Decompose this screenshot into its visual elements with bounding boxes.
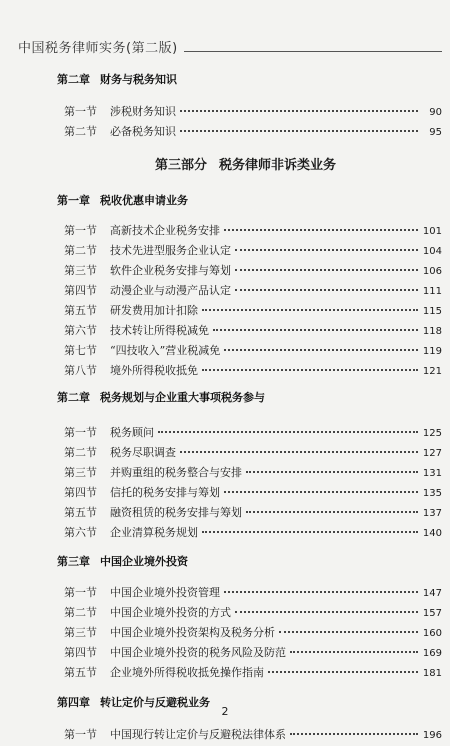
dot-leader	[279, 631, 418, 633]
section-title: 软件企业税务安排与筹划	[110, 264, 231, 277]
section-number: 第一节	[64, 105, 97, 118]
page-number: 157	[422, 608, 442, 619]
page-number: 127	[422, 448, 442, 459]
dot-leader	[158, 431, 418, 433]
toc-entry[interactable]	[57, 523, 442, 543]
toc-entry[interactable]	[57, 281, 442, 301]
toc-entry[interactable]	[57, 321, 442, 341]
section-title: 技术先进型服务企业认定	[110, 244, 231, 257]
dot-leader	[246, 511, 418, 513]
table-of-contents	[57, 72, 442, 745]
chapter-title: 税务规划与企业重大事项税务参与	[100, 391, 265, 404]
toc-entry[interactable]	[57, 725, 442, 745]
part-heading	[49, 157, 442, 175]
section-title: 中国企业境外投资架构及税务分析	[110, 626, 275, 639]
chapter-number: 第三章	[57, 555, 90, 568]
dot-leader	[224, 349, 418, 351]
section-number: 第二节	[64, 125, 97, 138]
page-number: 104	[422, 246, 442, 257]
section-title: 涉税财务知识	[110, 105, 176, 118]
section-number: 第一节	[64, 586, 97, 599]
chapter-number: 第一章	[57, 194, 90, 207]
section-title: 高新技术企业税务安排	[110, 224, 220, 237]
page-number: 106	[422, 266, 442, 277]
section-number: 第五节	[64, 304, 97, 317]
toc-entry[interactable]	[57, 603, 442, 623]
section-number: 第四节	[64, 486, 97, 499]
page-number: 101	[422, 226, 442, 237]
toc-entry[interactable]	[57, 122, 442, 142]
dot-leader	[224, 229, 418, 231]
dot-leader	[235, 249, 418, 251]
toc-entry[interactable]	[57, 241, 442, 261]
toc-entry[interactable]	[57, 463, 442, 483]
chapter-title: 转让定价与反避税业务	[100, 696, 210, 709]
section-number: 第一节	[64, 426, 97, 439]
dot-leader	[180, 130, 418, 132]
dot-leader	[224, 491, 418, 493]
page-number: 121	[422, 366, 442, 377]
page-number: 90	[429, 107, 442, 118]
part-title: 税务律师非诉类业务	[219, 158, 337, 173]
section-title: 中国企业境外投资的方式	[110, 606, 231, 619]
section-number: 第二节	[64, 446, 97, 459]
header-rule	[184, 51, 442, 52]
running-header	[18, 36, 442, 56]
toc-entry[interactable]	[57, 341, 442, 361]
section-number: 第二节	[64, 606, 97, 619]
footer-page-number: 2	[221, 705, 229, 718]
running-header-title: 中国税务律师实务(第二版)	[18, 41, 178, 56]
page-number: 131	[422, 468, 442, 479]
toc-entry[interactable]	[57, 221, 442, 241]
page-number: 181	[422, 668, 442, 679]
chapter-heading	[57, 72, 442, 88]
toc-entry[interactable]	[57, 261, 442, 281]
toc-entry[interactable]	[57, 361, 442, 381]
part-number: 第三部分	[154, 158, 207, 173]
section-title: 并购重组的税务整合与安排	[110, 466, 242, 479]
page-number: 147	[422, 588, 442, 599]
section-title: 中国企业境外投资管理	[110, 586, 220, 599]
chapter-number: 第二章	[57, 73, 90, 86]
dot-leader	[180, 110, 418, 112]
section-number: 第二节	[64, 244, 97, 257]
chapter-number: 第四章	[57, 696, 90, 709]
section-number: 第三节	[64, 626, 97, 639]
chapter-title: 中国企业境外投资	[100, 555, 188, 568]
section-title: 中国现行转让定价与反避税法律体系	[110, 728, 286, 741]
section-title: 信托的税务安排与筹划	[110, 486, 220, 499]
section-number: 第四节	[64, 284, 97, 297]
dot-leader	[290, 733, 418, 735]
section-title: 企业境外所得税收抵免操作指南	[110, 666, 264, 679]
section-title: “四技收入”营业税减免	[110, 344, 221, 357]
toc-entry[interactable]	[57, 663, 442, 683]
page-number: 135	[422, 488, 442, 499]
toc-entry[interactable]	[57, 301, 442, 321]
toc-entry[interactable]	[57, 423, 442, 443]
chapter-title: 财务与税务知识	[100, 73, 177, 86]
section-title: 企业清算税务规划	[110, 526, 198, 539]
chapter-heading	[57, 554, 442, 570]
section-number: 第六节	[64, 526, 97, 539]
page-number: 137	[422, 508, 442, 519]
dot-leader	[235, 289, 418, 291]
toc-entry[interactable]	[57, 503, 442, 523]
dot-leader	[224, 591, 418, 593]
section-number: 第七节	[64, 344, 97, 357]
section-number: 第五节	[64, 506, 97, 519]
toc-entry[interactable]	[57, 483, 442, 503]
page-number: 115	[422, 306, 442, 317]
section-number: 第三节	[64, 466, 97, 479]
section-title: 研发费用加计扣除	[110, 304, 198, 317]
page-number: 95	[429, 127, 442, 138]
page-number: 160	[422, 628, 442, 639]
toc-entry[interactable]	[57, 623, 442, 643]
section-number: 第五节	[64, 666, 97, 679]
section-title: 境外所得税收抵免	[110, 364, 198, 377]
section-number: 第一节	[64, 224, 97, 237]
section-number: 第一节	[64, 728, 97, 741]
chapter-number: 第二章	[57, 391, 90, 404]
toc-entry[interactable]	[57, 643, 442, 663]
dot-leader	[202, 309, 418, 311]
section-title: 税务尽职调查	[110, 446, 176, 459]
dot-leader	[235, 269, 418, 271]
toc-entry[interactable]	[57, 583, 442, 603]
dot-leader	[213, 329, 418, 331]
chapter-title: 税收优惠申请业务	[100, 194, 188, 207]
page-number: 169	[422, 648, 442, 659]
dot-leader	[235, 611, 418, 613]
dot-leader	[268, 671, 418, 673]
page-number: 111	[422, 286, 442, 297]
section-title: 技术转让所得税减免	[110, 324, 209, 337]
dot-leader	[202, 531, 418, 533]
section-number: 第四节	[64, 646, 97, 659]
toc-entry[interactable]	[57, 102, 442, 122]
section-title: 动漫企业与动漫产品认定	[110, 284, 231, 297]
section-number: 第六节	[64, 324, 97, 337]
section-title: 中国企业境外投资的税务风险及防范	[110, 646, 286, 659]
section-number: 第三节	[64, 264, 97, 277]
chapter-heading	[57, 390, 442, 406]
dot-leader	[202, 369, 418, 371]
dot-leader	[290, 651, 418, 653]
page-number: 125	[422, 428, 442, 439]
page-number: 196	[422, 730, 442, 741]
section-title: 必备税务知识	[110, 125, 176, 138]
dot-leader	[246, 471, 418, 473]
section-title: 税务顾问	[110, 426, 154, 439]
section-title: 融资租赁的税务安排与筹划	[110, 506, 242, 519]
toc-entry[interactable]	[57, 443, 442, 463]
page-number: 119	[422, 346, 442, 357]
page-number: 140	[422, 528, 442, 539]
chapter-heading	[57, 193, 442, 209]
page-number: 118	[422, 326, 442, 337]
dot-leader	[180, 451, 418, 453]
section-number: 第八节	[64, 364, 97, 377]
